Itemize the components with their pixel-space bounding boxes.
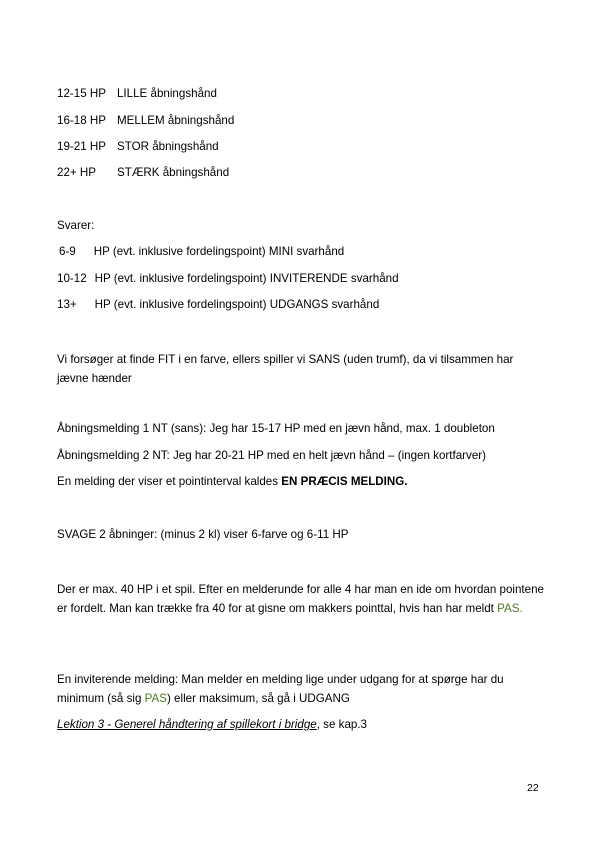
level-row bbox=[57, 140, 219, 154]
points-text: Der er max. 40 HP i et spil. Efter en melderunde for alle 4 har man en ide om hvordan pointene er fordelt. Man kan trække fra 40 for at gisne om makkers pointtal, hvis han har meldt bbox=[57, 583, 544, 615]
svarer-hp: 13+ bbox=[57, 298, 77, 311]
invite-paragraph bbox=[57, 670, 547, 708]
level-hp: 19-21 HP bbox=[57, 140, 106, 153]
page-number: 22 bbox=[527, 782, 539, 794]
lesson-suffix: , se kap.3 bbox=[316, 718, 368, 731]
svarer-row bbox=[57, 298, 379, 312]
invite-suffix: ) eller maksimum, så gå i UDGANG bbox=[166, 692, 350, 705]
svarer-heading: Svarer: bbox=[57, 219, 95, 232]
svarer-label: HP (evt. inklusive fordelingspoint) MINI svarhånd bbox=[93, 245, 345, 258]
level-row bbox=[57, 114, 234, 128]
level-row bbox=[57, 87, 217, 101]
level-label: MELLEM åbningshånd bbox=[116, 114, 235, 127]
lesson-line bbox=[57, 718, 367, 732]
svarer-row bbox=[59, 245, 344, 259]
lesson-link[interactable]: Lektion 3 - Generel håndtering af spillekort i bridge bbox=[57, 718, 317, 731]
fit-paragraph: Vi forsøger at finde FIT i en farve, ellers spiller vi SANS (uden trumf), da vi tilsammen har jævne hænder bbox=[57, 353, 514, 385]
svarer-row bbox=[57, 272, 399, 286]
svarer-hp: 6-9 bbox=[59, 245, 76, 258]
svarer-hp: 10-12 bbox=[57, 272, 87, 285]
svarer-label: HP (evt. inklusive fordelingspoint) INVITERENDE svarhånd bbox=[94, 272, 399, 285]
precise-bold: EN PRÆCIS MELDING. bbox=[281, 475, 408, 488]
invite-pas: PAS bbox=[144, 692, 167, 705]
opening-2nt: Åbningsmelding 2 NT: Jeg har 20-21 HP med en helt jævn hånd – (ingen kortfarver) bbox=[57, 449, 486, 462]
level-hp: 12-15 HP bbox=[57, 87, 106, 100]
svarer-label: HP (evt. inklusive fordelingspoint) UDGANGS svarhånd bbox=[94, 298, 380, 311]
level-label: STOR åbningshånd bbox=[116, 140, 219, 153]
precise-prefix: En melding der viser et pointinterval kaldes bbox=[57, 475, 282, 488]
invite-prefix: En inviterende melding: Man melder en melding lige under udgang for at spørge har du minimum (så sig bbox=[57, 673, 504, 705]
level-row bbox=[57, 166, 229, 180]
level-hp: 16-18 HP bbox=[57, 114, 106, 127]
opening-1nt: Åbningsmelding 1 NT (sans): Jeg har 15-17 HP med en jævn hånd, max. 1 doubleton bbox=[57, 422, 495, 435]
level-label: STÆRK åbningshånd bbox=[117, 166, 230, 179]
level-hp: 22+ HP bbox=[57, 166, 96, 179]
level-label: LILLE åbningshånd bbox=[116, 87, 217, 100]
points-pas: PAS. bbox=[497, 602, 523, 615]
points-paragraph bbox=[57, 580, 547, 618]
svage-line: SVAGE 2 åbninger: (minus 2 kl) viser 6-farve og 6-11 HP bbox=[57, 528, 349, 541]
precise-line bbox=[57, 475, 408, 489]
